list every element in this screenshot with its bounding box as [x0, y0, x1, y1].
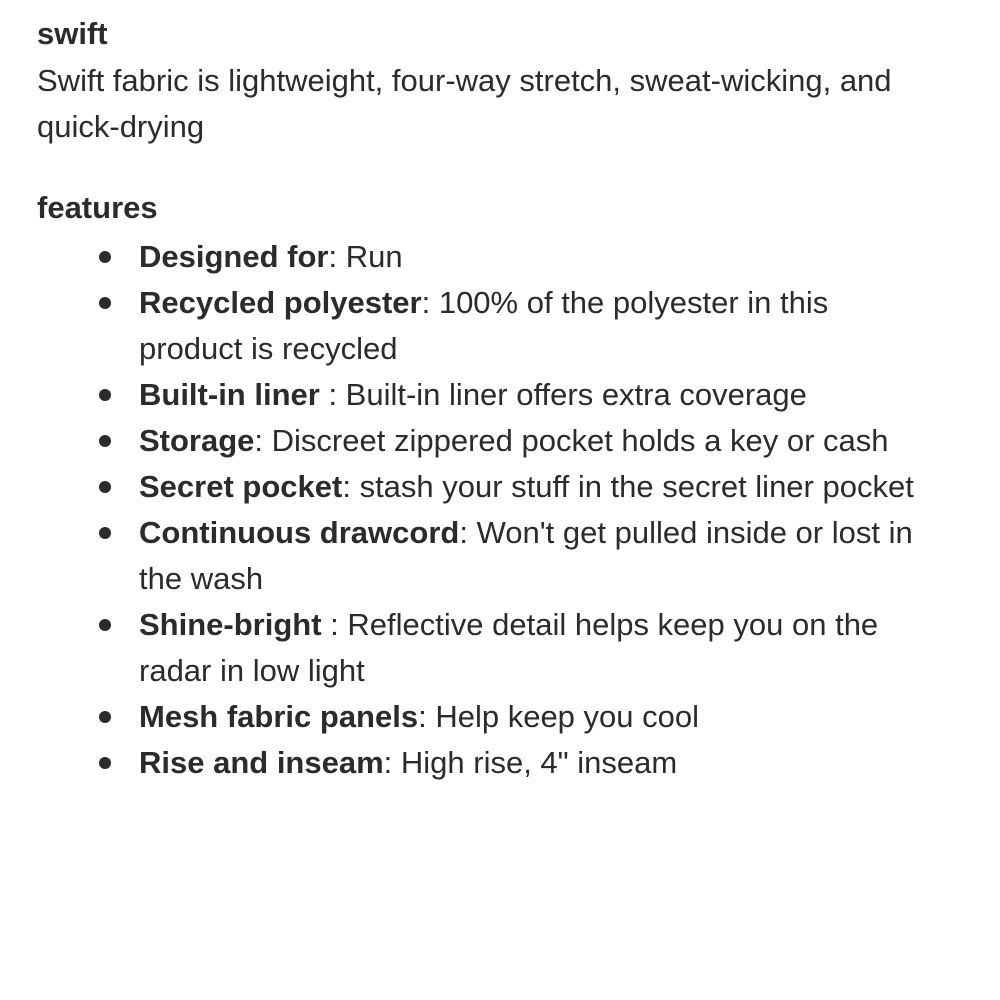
feature-separator: : [421, 285, 439, 320]
feature-item [37, 464, 939, 510]
feature-name: Storage [139, 423, 255, 458]
feature-detail: Discreet zippered pocket holds a key or cash [271, 423, 889, 458]
feature-list [37, 234, 957, 786]
feature-detail: High rise, 4" inseam [400, 745, 678, 780]
bullet-icon [99, 619, 111, 631]
feature-name: Designed for [139, 239, 329, 274]
bullet-icon [99, 481, 111, 493]
feature-item [37, 418, 939, 464]
feature-item [37, 234, 939, 280]
feature-item [37, 510, 939, 602]
features-heading: features [37, 190, 158, 225]
feature-name: Continuous drawcord [139, 515, 460, 550]
bullet-icon [99, 757, 111, 769]
feature-name: Built-in liner [139, 377, 320, 412]
feature-item [37, 280, 939, 372]
swift-description: Swift fabric is lightweight, four-way stretch, sweat-wicking, and quick-drying [37, 63, 892, 144]
swift-heading: swift [37, 16, 108, 51]
feature-name: Shine-bright [139, 607, 322, 642]
feature-item [37, 740, 939, 786]
feature-detail: Help keep you cool [435, 699, 699, 734]
bullet-icon [99, 527, 111, 539]
feature-separator: : [319, 377, 346, 412]
feature-name: Mesh fabric panels [139, 699, 419, 734]
feature-item [37, 694, 939, 740]
feature-separator: : [321, 607, 348, 642]
feature-item [37, 372, 939, 418]
feature-name: Secret pocket [139, 469, 343, 504]
feature-detail: Won't get pulled inside or lost in the wash [139, 515, 913, 596]
bullet-icon [99, 297, 111, 309]
feature-detail: stash your stuff in the secret liner pocket [359, 469, 914, 504]
bullet-icon [99, 711, 111, 723]
feature-detail: Built-in liner offers extra coverage [345, 377, 807, 412]
feature-separator: : [342, 469, 360, 504]
feature-separator: : [418, 699, 436, 734]
feature-detail: Run [345, 239, 403, 274]
bullet-icon [99, 251, 111, 263]
bullet-icon [99, 389, 111, 401]
feature-item [37, 602, 939, 694]
feature-separator: : [328, 239, 346, 274]
feature-separator: : [254, 423, 272, 458]
feature-detail: 100% of the polyester in this product is recycled [139, 285, 829, 366]
bullet-icon [99, 435, 111, 447]
feature-name: Recycled polyester [139, 285, 422, 320]
product-details [37, 14, 957, 786]
feature-separator: : [459, 515, 477, 550]
feature-separator: : [383, 745, 401, 780]
feature-detail: Reflective detail helps keep you on the radar in low light [139, 607, 879, 688]
feature-name: Rise and inseam [139, 745, 384, 780]
